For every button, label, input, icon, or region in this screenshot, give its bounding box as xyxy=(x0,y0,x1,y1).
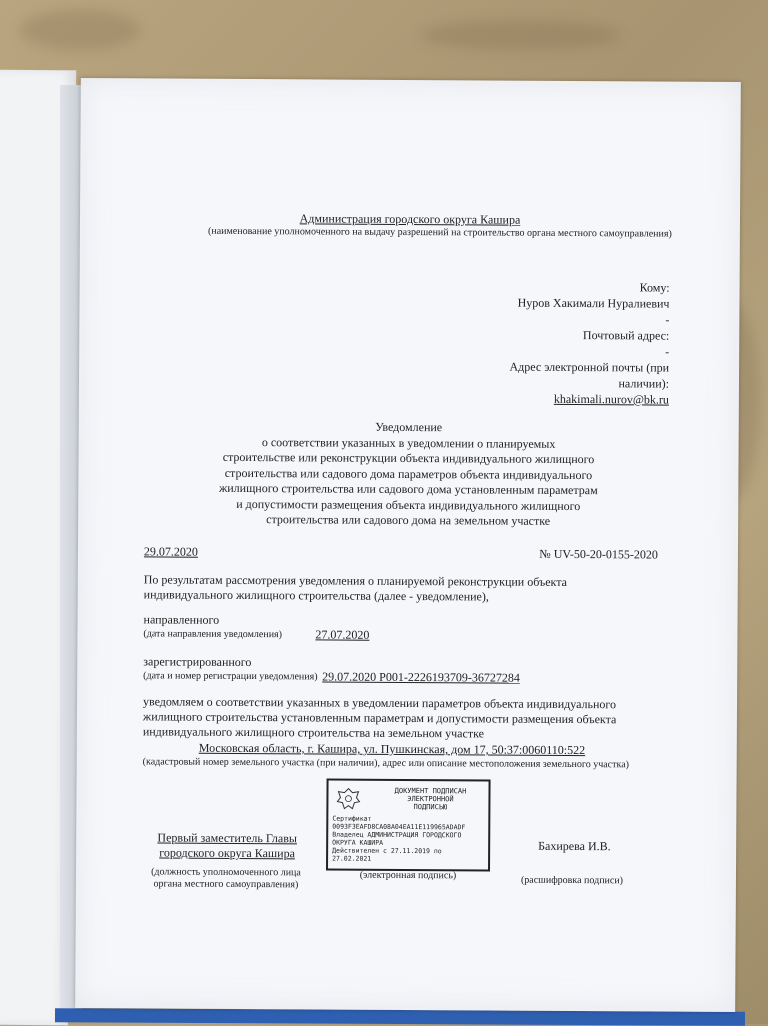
position-line2: городского округа Кашира xyxy=(159,845,295,861)
document-title xyxy=(78,418,739,531)
to-label: Кому: xyxy=(639,280,670,295)
title-line: и допустимости размещения объекта индивидуального жилищного xyxy=(236,496,581,513)
title-line: строительства или садового дома на земельном участке xyxy=(266,512,551,528)
title-line: строительстве или реконструкции объекта индивидуального жилищного xyxy=(222,449,595,467)
para2-line2: жилищного строительства установленным параметрам и допустимости размещения объекта xyxy=(142,709,617,727)
land-address: Московская область, г. Кашира, ул. Пушкинская, дом 17, 50:37:0060110:522 xyxy=(198,740,586,758)
coat-of-arms-icon xyxy=(334,787,362,813)
address-caption: (кадастровый номер земельного участка (при наличии), адрес или описание местоположения земельного участка) xyxy=(142,756,630,771)
para2-line3: индивидуального жилищного строительства на земельном участке xyxy=(142,724,485,741)
stamp-title-line: ЭЛЕКТРОННОЙ xyxy=(407,795,454,804)
sent-label: направленного xyxy=(143,612,220,627)
valid-line: 27.02.2021 xyxy=(332,854,372,863)
paragraph-1 xyxy=(144,572,654,605)
paragraph-2 xyxy=(143,694,653,742)
stamp-details xyxy=(332,815,484,864)
signer-name: Бахирева И.В. xyxy=(538,838,611,854)
document-number: № UV-50-20-0155-2020 xyxy=(539,546,658,562)
postal-dash: - xyxy=(665,344,670,359)
para1-line1: По результатам рассмотрения уведомления о планируемой реконструкции объекта xyxy=(143,572,568,589)
owner-line: Владелец АДМИНИСТРАЦИЯ ГОРОДСКОГО xyxy=(332,830,462,840)
title-line: Уведомление xyxy=(375,419,443,435)
position-caption-line2: органа местного самоуправления) xyxy=(153,878,299,891)
digital-signature-stamp xyxy=(326,779,491,872)
registered-value: 29.07.2020 P001-2226193709-36727284 xyxy=(322,669,520,685)
postal-label: Почтовый адрес: xyxy=(582,328,670,343)
recipient-block xyxy=(509,279,669,408)
email-label-2: наличии): xyxy=(618,376,670,391)
title-line: строительства или садового дома параметров объекта индивидуального xyxy=(224,465,593,482)
sent-caption: (дата направления уведомления) xyxy=(143,628,283,641)
stamp-title-line: ПОДПИСЬЮ xyxy=(413,803,448,812)
position-line1: Первый заместитель Главы xyxy=(157,830,298,846)
signer-position xyxy=(142,830,312,861)
registered-label: зарегистрированного xyxy=(143,654,252,670)
title-line: жилищного строительства или садового дома установленным параметрам xyxy=(218,480,598,498)
recipient-dash: - xyxy=(665,312,670,327)
email-label-1: Адрес электронной почты (при xyxy=(509,359,670,375)
stamp-title-line: ДОКУМЕНТ ПОДПИСАН xyxy=(394,786,467,796)
recipient-email: khakimali.nurov@bk.ru xyxy=(553,391,669,407)
stamp-title xyxy=(376,787,484,812)
document-date: 29.07.2020 xyxy=(143,544,198,559)
esig-caption: (электронная подпись) xyxy=(359,869,457,882)
authority-name: Администрация городского округа Кашира xyxy=(299,211,521,227)
authority-caption: (наименование уполномоченного на выдачу разрешений на строительство органа местного самоуправления) xyxy=(207,225,672,240)
cert-value: 0093F3EAFD8CA08A04EA11E119965ADADF xyxy=(332,822,466,832)
title-line: о соответствии указанных в уведомлении о планируемых xyxy=(261,434,556,451)
position-caption xyxy=(136,866,316,891)
owner-line: ОКРУГА КАШИРА xyxy=(332,838,384,847)
document-page xyxy=(75,78,741,1012)
recipient-name: Нуров Хакимали Нуралиевич xyxy=(517,295,670,311)
position-caption-line1: (должность уполномоченного лица xyxy=(151,866,301,879)
sent-date: 27.07.2020 xyxy=(315,627,370,642)
registered-caption: (дата и номер регистрации уведомления) xyxy=(143,670,318,683)
para2-line1: уведомляем о соответствии указанных в уведомлении параметров объекта индивидуального xyxy=(142,694,617,712)
cert-label: Сертификат xyxy=(332,814,372,823)
valid-line: Действителен с 27.11.2019 по xyxy=(332,846,442,856)
para1-line2: индивидуального жилищного строительства (далее - уведомление), xyxy=(143,587,489,604)
signer-caption: (расшифровка подписи) xyxy=(520,874,624,887)
